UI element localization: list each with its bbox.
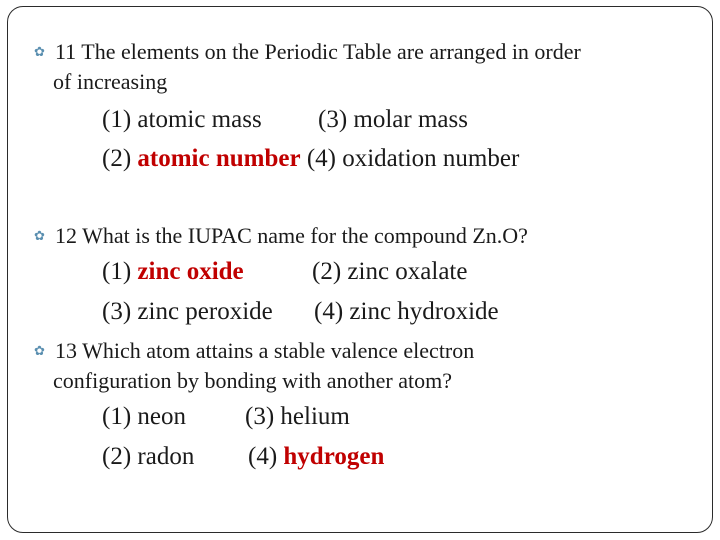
- question-13-line-1: ✿ 13 Which atom attains a stable valence electron: [34, 338, 475, 363]
- q12-option-1-row: [102, 257, 244, 287]
- q12-option-2: (2) zinc oxalate: [312, 258, 468, 285]
- q11-option-2-row: [102, 144, 519, 174]
- q13-option-2: (2) radon: [102, 443, 195, 470]
- wave-bullet-icon: ✿: [34, 343, 45, 358]
- q11-option-1: (1) atomic mass: [102, 106, 262, 133]
- q13-option-4-prefix: (4): [248, 443, 284, 470]
- q13-option-4-row: [248, 442, 384, 472]
- q11-answer-highlight: atomic number: [137, 145, 301, 172]
- q12-answer-highlight: zinc oxide: [137, 258, 244, 285]
- wave-bullet-icon: ✿: [34, 228, 45, 243]
- question-13-line-2: configuration by bonding with another atom?: [53, 368, 452, 393]
- q11-option-4: (4) oxidation number: [300, 145, 520, 172]
- question-11-line-1: ✿ 11 The elements on the Periodic Table are arranged in order: [34, 39, 581, 64]
- q13-option-1: (1) neon: [102, 403, 186, 430]
- q11-option-2-prefix: (2): [102, 145, 138, 172]
- question-11-line-2: of increasing: [53, 69, 168, 94]
- q12-option-4: (4) zinc hydroxide: [314, 298, 499, 325]
- q13-answer-highlight: hydrogen: [283, 443, 385, 470]
- question-12-line-1: ✿ 12 What is the IUPAC name for the compound Zn.O?: [34, 223, 528, 248]
- wave-bullet-icon: ✿: [34, 44, 45, 59]
- q11-option-3: (3) molar mass: [318, 106, 468, 133]
- q13-option-3: (3) helium: [245, 403, 350, 430]
- q12-option-3: (3) zinc peroxide: [102, 298, 273, 325]
- q12-option-1-prefix: (1): [102, 258, 138, 285]
